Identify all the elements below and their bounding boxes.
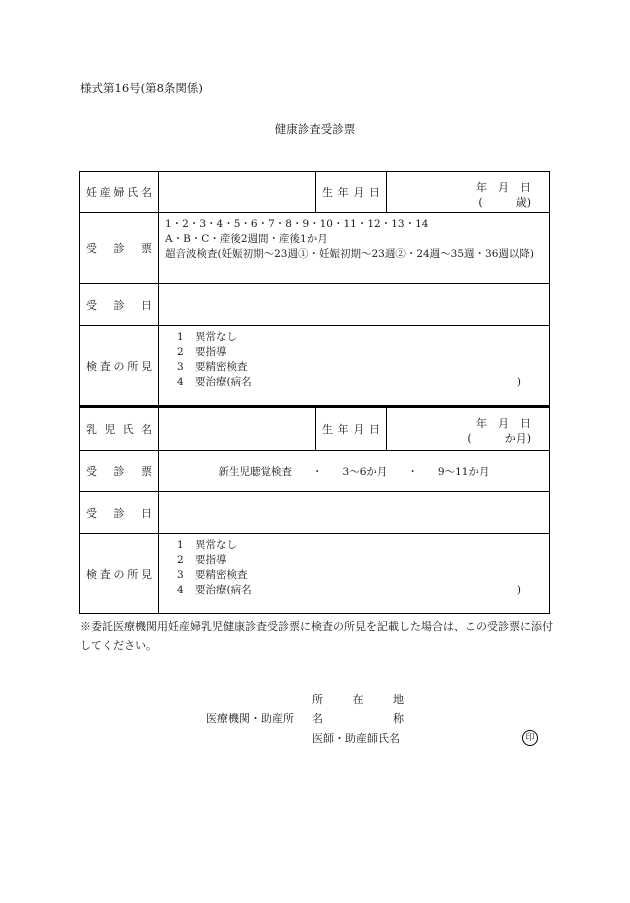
finding-option[interactable]: 1 異常なし — [177, 539, 237, 551]
infant-dob-ymd: 年 月 日 — [476, 417, 531, 430]
mother-name-field[interactable] — [159, 172, 316, 212]
infant-findings-label: 検 査 の 所 見 — [80, 534, 159, 613]
finding-option[interactable]: 2 要指導 — [177, 554, 227, 566]
infant-dob-age: ( か月) — [467, 432, 531, 445]
mother-findings-label: 検 査 の 所 見 — [80, 326, 159, 405]
infant-name-field[interactable] — [159, 408, 316, 450]
mother-dob-label: 生 年 月 日 — [316, 172, 387, 212]
finding-option[interactable]: 3 要精密検査 — [177, 361, 248, 373]
finding-option[interactable]: 1 異常なし — [177, 331, 237, 343]
mother-name-label: 妊 産 婦 氏 名 — [80, 172, 159, 212]
infant-section — [79, 406, 550, 614]
form-code: 様式第16号(第8条関係) — [80, 81, 203, 95]
mother-section — [79, 171, 550, 406]
infant-hearing-options[interactable]: 新生児聴覚検査 ・ 3〜6か月 ・ 9〜11か月 — [218, 465, 490, 478]
seal-icon: 印 — [522, 730, 538, 746]
finding-option[interactable]: 4 要治療(病名 ) — [177, 376, 521, 388]
finding-option[interactable]: 4 要治療(病名 ) — [177, 584, 521, 596]
institution-label: 医療機関・助産所 — [206, 712, 294, 725]
page-title: 健康診査受診票 — [274, 122, 356, 136]
visit-line: 超音波検査(妊娠初期〜23週①・妊娠初期〜23週②・24週〜35週・36週以降) — [165, 248, 534, 260]
exam-form-table — [79, 171, 550, 614]
infant-name-label: 乳 児 氏 名 — [80, 408, 159, 450]
finding-option[interactable]: 3 要精密検査 — [177, 569, 248, 581]
mother-date-field[interactable] — [159, 284, 549, 325]
mother-visit-options[interactable] — [159, 213, 549, 283]
infant-visit-label: 受 診 票 — [80, 451, 159, 491]
visit-line: A・B・C・産後2週間・産後1か月 — [165, 233, 328, 245]
visit-line: 1・2・3・4・5・6・7・8・9・10・11・12・13・14 — [165, 218, 429, 230]
doctor-name-label: 医師・助産師氏名 — [312, 732, 400, 745]
institution-name-label: 名 称 — [312, 712, 404, 725]
infant-dob-field[interactable] — [387, 408, 549, 450]
attachment-note: ※委託医療機関用妊産婦乳児健康診査受診票に検査の所見を記載した場合は、この受診票に添付してください。 — [80, 620, 553, 652]
mother-findings-options[interactable] — [159, 326, 549, 405]
mother-visit-label: 受 診 票 — [80, 213, 159, 283]
mother-dob-ymd: 年 月 日 — [476, 181, 531, 194]
mother-dob-age: ( 歳) — [478, 196, 531, 209]
mother-date-label: 受 診 日 — [80, 284, 159, 325]
finding-option[interactable]: 2 要指導 — [177, 346, 227, 358]
infant-findings-options[interactable] — [159, 534, 549, 613]
mother-dob-field[interactable] — [387, 172, 549, 212]
infant-dob-label: 生 年 月 日 — [316, 408, 387, 450]
infant-date-field[interactable] — [159, 492, 549, 533]
address-label: 所 在 地 — [312, 693, 404, 706]
infant-date-label: 受 診 日 — [80, 492, 159, 533]
